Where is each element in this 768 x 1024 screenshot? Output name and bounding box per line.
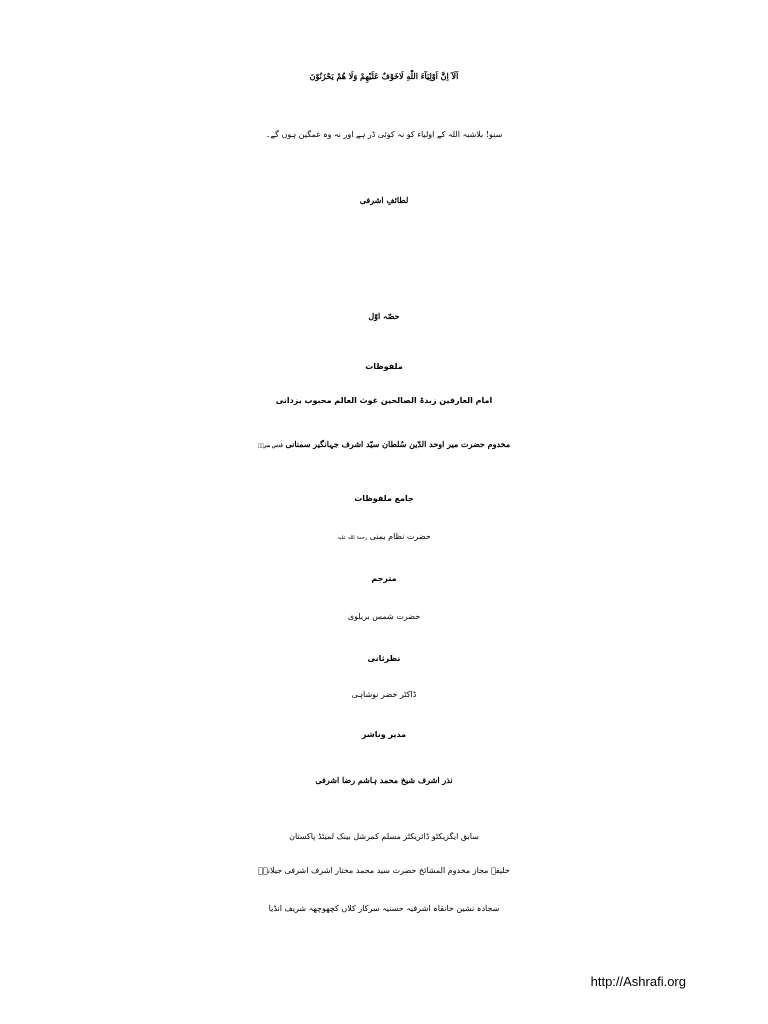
- quran-verse: اَلَآ اِنَّ اَوْلِيَآءَ اللّٰهِ لَاخَوْفٌ عَلَيْهِمْ وَلَا هُمْ يَحْزَنُوْنَ: [309, 71, 459, 81]
- sajjada-line: سجادہ نشین خانقاہ اشرفیہ حسنیہ سرکار کلاں کچھوچھہ شریف انڈیا: [268, 904, 500, 913]
- malfoozat-label: ملفوظات: [365, 362, 403, 371]
- translator-name: حضرت شمس بریلوی: [347, 612, 421, 621]
- reviewer-name: ڈاکٹر خضر نوشاہی: [351, 690, 417, 699]
- saint-name: مخدوم حضرت میر اوحد الدّین سُلطان سیّد اشرف جہانگیر سمنانی: [285, 439, 511, 449]
- khalifa-line: خلیفہ مجاز مخدوم المشائخ حضرت سید محمد مختار اشرف اشرفی جیلانیؒ: [258, 866, 510, 875]
- saint-name-line: [0, 440, 768, 450]
- dedication-title: نذر اشرف شیخ محمد ہاشم رضا اشرفی: [315, 775, 453, 785]
- part-label: حصّہ اوّل: [368, 311, 400, 321]
- dedication-subtitle: سابق ایگزیکٹو ڈائریکٹر مسلم کمرشل بینک لمیٹڈ پاکستان: [289, 832, 479, 841]
- website-link[interactable]: http://Ashrafi.org: [590, 974, 686, 989]
- compiler-name: حضرت نظام یمنی: [369, 532, 431, 541]
- reviewer-label: نظرثانی: [367, 654, 401, 663]
- book-title: لطائفِ اشرفی: [359, 195, 409, 205]
- compiler-line: [0, 532, 768, 542]
- publisher-label: مدیر وناشر: [361, 730, 407, 739]
- verse-translation: سنو! بلاشبہ اللہ کے اولیاء کو نہ کوئی ڈر ہے اور نہ وہ غمگین ہوں گے۔: [265, 130, 503, 139]
- compiler-honorific: رحمۃ اللہ علیہ: [337, 536, 368, 541]
- compiler-label: جامع ملفوظات: [354, 494, 414, 503]
- saint-epithet: امام العارفین زبدۃ الصالحین غوث العالم محبوب یزدانی: [275, 396, 493, 405]
- saint-honorific: قدس سرہٗ: [257, 443, 283, 449]
- translator-label: مترجم: [371, 574, 397, 583]
